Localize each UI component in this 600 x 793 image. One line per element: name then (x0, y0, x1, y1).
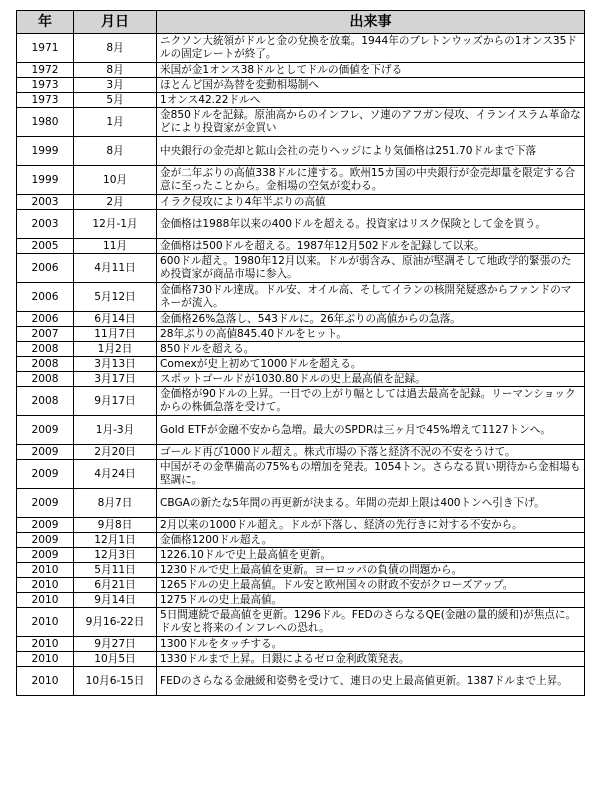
date-cell: 9月27日 (74, 637, 157, 652)
table-row (17, 210, 585, 239)
date-cell: 5月 (74, 93, 157, 108)
event-cell: 1226.10ドルで史上最高値を更新。 (157, 548, 585, 563)
year-cell: 1972 (17, 63, 74, 78)
table-row (17, 63, 585, 78)
year-cell: 2010 (17, 563, 74, 578)
year-cell: 1971 (17, 34, 74, 63)
event-cell: 1330ドルまで上昇。日銀によるゼロ金利政策発表。 (157, 652, 585, 667)
table-body (17, 34, 585, 696)
date-cell: 3月 (74, 78, 157, 93)
year-cell: 2003 (17, 210, 74, 239)
date-cell: 2月20日 (74, 445, 157, 460)
year-cell: 2010 (17, 608, 74, 637)
event-cell: ニクソン大統領がドルと金の兌換を放棄。1944年のブレトンウッズからの1オンス35ドルの固定レートが終了。 (157, 34, 585, 63)
date-cell: 3月17日 (74, 372, 157, 387)
date-cell: 1月2日 (74, 342, 157, 357)
date-cell: 10月6-15日 (74, 667, 157, 696)
year-cell: 2008 (17, 372, 74, 387)
date-cell: 12月3日 (74, 548, 157, 563)
event-cell: 1300ドルをタッチする。 (157, 637, 585, 652)
year-cell: 2008 (17, 357, 74, 372)
year-cell: 2010 (17, 652, 74, 667)
table-row (17, 195, 585, 210)
table-row (17, 108, 585, 137)
date-cell: 1月 (74, 108, 157, 137)
table-row (17, 533, 585, 548)
table-row (17, 608, 585, 637)
table-row (17, 593, 585, 608)
year-column-header: 年 (17, 11, 74, 34)
date-cell: 9月8日 (74, 518, 157, 533)
event-cell: 金価格は1988年以来の400ドルを超える。投資家はリスク保険として金を買う。 (157, 210, 585, 239)
table-row (17, 416, 585, 445)
year-cell: 2008 (17, 342, 74, 357)
table-row (17, 387, 585, 416)
event-cell: Comexが史上初めて1000ドルを超える。 (157, 357, 585, 372)
year-cell: 2006 (17, 254, 74, 283)
event-cell: 1265ドルの史上最高値。ドル安と欧州国々の財政不安がクローズアップ。 (157, 578, 585, 593)
event-cell: スポットゴールドが1030.80ドルの史上最高値を記録。 (157, 372, 585, 387)
date-cell: 8月7日 (74, 489, 157, 518)
year-cell: 2010 (17, 593, 74, 608)
event-cell: 2月以来の1000ドル超え。ドルが下落し、経済の先行きに対する不安から。 (157, 518, 585, 533)
date-cell: 10月5日 (74, 652, 157, 667)
date-cell: 9月14日 (74, 593, 157, 608)
date-cell: 5月11日 (74, 563, 157, 578)
table-row (17, 34, 585, 63)
year-cell: 2009 (17, 533, 74, 548)
date-cell: 8月 (74, 63, 157, 78)
table-row (17, 239, 585, 254)
date-cell: 8月 (74, 34, 157, 63)
year-cell: 2006 (17, 312, 74, 327)
table-header-row (17, 11, 585, 34)
year-cell: 2008 (17, 387, 74, 416)
table-row (17, 667, 585, 696)
gold-price-history-table (16, 10, 585, 696)
table-row (17, 78, 585, 93)
year-cell: 1973 (17, 78, 74, 93)
table-row (17, 652, 585, 667)
event-cell: Gold ETFが金融不安から急増。最大のSPDRは三ヶ月で45%増えて1127トンへ。 (157, 416, 585, 445)
event-cell: 850ドルを超える。 (157, 342, 585, 357)
table-row (17, 357, 585, 372)
event-cell: 金価格26%急落し、543ドルに。26年ぶりの高値からの急落。 (157, 312, 585, 327)
year-cell: 1999 (17, 137, 74, 166)
event-cell: 金価格1200ドル超え。 (157, 533, 585, 548)
date-cell: 6月21日 (74, 578, 157, 593)
table-row (17, 372, 585, 387)
event-cell: ゴールド再び1000ドル超え。株式市場の下落と経済不況の不安をうけて。 (157, 445, 585, 460)
table-row (17, 637, 585, 652)
year-cell: 2010 (17, 667, 74, 696)
event-cell: 金価格730ドル達成。ドル安、オイル高、そしてイランの核開発疑惑からファンドのマネーが流入。 (157, 283, 585, 312)
event-cell: 米国が金1オンス38ドルとしてドルの価値を下げる (157, 63, 585, 78)
date-cell: 9月16-22日 (74, 608, 157, 637)
event-cell: 1オンス42.22ドルへ (157, 93, 585, 108)
table-row (17, 254, 585, 283)
table-row (17, 563, 585, 578)
year-cell: 2009 (17, 460, 74, 489)
table-row (17, 166, 585, 195)
year-cell: 2006 (17, 283, 74, 312)
event-cell: 金850ドルを記録。原油高からのインフレ、ソ連のアフガン侵攻、イランイスラム革命などにより投資家が金買い (157, 108, 585, 137)
year-cell: 2009 (17, 416, 74, 445)
date-cell: 4月11日 (74, 254, 157, 283)
table-row (17, 578, 585, 593)
event-column-header: 出来事 (157, 11, 585, 34)
event-cell: 5日間連続で最高値を更新。1296ドル。FEDのさらなるQE(金融の量的緩和)が焦点に。ドル安と将来のインフレへの恐れ。 (157, 608, 585, 637)
year-cell: 2007 (17, 327, 74, 342)
year-cell: 2010 (17, 578, 74, 593)
date-cell: 10月 (74, 166, 157, 195)
event-cell: 中央銀行の金売却と鉱山会社の売りヘッジにより気価格は251.70ドルまで下落 (157, 137, 585, 166)
date-cell: 12月1日 (74, 533, 157, 548)
date-cell: 6月14日 (74, 312, 157, 327)
date-cell: 1月-3月 (74, 416, 157, 445)
event-cell: 金価格は500ドルを超える。1987年12月502ドルを記録して以来。 (157, 239, 585, 254)
year-cell: 2009 (17, 445, 74, 460)
year-cell: 2010 (17, 637, 74, 652)
event-cell: 金価格が90ドルの上昇。一日での上がり幅としては過去最高を記録。リーマンショックからの株価急落を受けて。 (157, 387, 585, 416)
date-cell: 4月24日 (74, 460, 157, 489)
date-cell: 11月7日 (74, 327, 157, 342)
year-cell: 1980 (17, 108, 74, 137)
date-cell: 11月 (74, 239, 157, 254)
table-row (17, 518, 585, 533)
table-row (17, 137, 585, 166)
year-cell: 1999 (17, 166, 74, 195)
table-row (17, 489, 585, 518)
date-cell: 3月13日 (74, 357, 157, 372)
event-cell: 600ドル超え。1980年12月以来。ドルが弱含み、原油が堅調そして地政学的緊張のため投資家が商品市場に参入。 (157, 254, 585, 283)
year-cell: 2009 (17, 489, 74, 518)
event-cell: ほとんど国が為替を変動相場制へ (157, 78, 585, 93)
year-cell: 2003 (17, 195, 74, 210)
table-row (17, 93, 585, 108)
date-cell: 2月 (74, 195, 157, 210)
table-row (17, 548, 585, 563)
table-row (17, 445, 585, 460)
table-row (17, 460, 585, 489)
year-cell: 2009 (17, 518, 74, 533)
table-row (17, 327, 585, 342)
event-cell: 28年ぶりの高値845.40ドルをヒット。 (157, 327, 585, 342)
date-cell: 8月 (74, 137, 157, 166)
table-row (17, 312, 585, 327)
event-cell: 1275ドルの史上最高値。 (157, 593, 585, 608)
event-cell: 金が二年ぶりの高値338ドルに達する。欧州15カ国の中央銀行が金売却量を限定する合意に至ったことから。金相場の空気が変わる。 (157, 166, 585, 195)
year-cell: 2009 (17, 548, 74, 563)
history-table-container (16, 10, 585, 696)
date-cell: 9月17日 (74, 387, 157, 416)
table-row (17, 283, 585, 312)
year-cell: 2005 (17, 239, 74, 254)
table-row (17, 342, 585, 357)
event-cell: イラク侵攻により4年半ぶりの高値 (157, 195, 585, 210)
event-cell: 中国がその金準備高の75%もの増加を発表。1054トン。さらなる買い期待から金相場も堅調に。 (157, 460, 585, 489)
date-column-header: 月日 (74, 11, 157, 34)
event-cell: CBGAの新たな5年間の再更新が決まる。年間の売却上限は400トンへ引き下げ。 (157, 489, 585, 518)
date-cell: 12月-1月 (74, 210, 157, 239)
year-cell: 1973 (17, 93, 74, 108)
date-cell: 5月12日 (74, 283, 157, 312)
event-cell: FEDのさらなる金融緩和姿勢を受けて、連日の史上最高値更新。1387ドルまで上昇。 (157, 667, 585, 696)
event-cell: 1230ドルで史上最高値を更新。ヨーロッパの負債の問題から。 (157, 563, 585, 578)
